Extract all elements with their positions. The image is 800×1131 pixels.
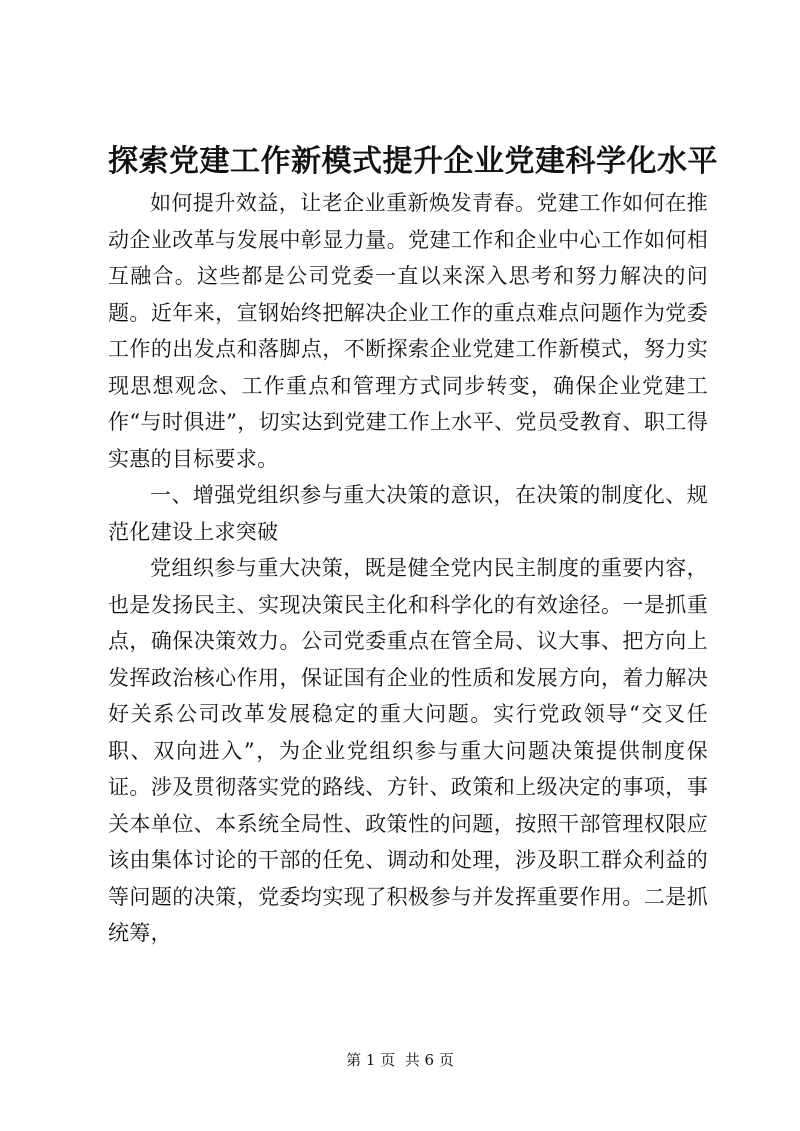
document-body — [108, 185, 708, 952]
section-heading-1: 一、增强党组织参与重大决策的意识，在决策的制度化、规范化建设上求突破 — [108, 483, 708, 544]
page-footer: 第 1 页 共 6 页 — [346, 1051, 454, 1069]
document-title: 探索党建工作新模式提升企业党建科学化水平 — [108, 144, 718, 179]
paragraph-section-1: 党组织参与重大决策，既是健全党内民主制度的重要内容，也是发扬民主、实现决策民主化和科学化的有效途径。一是抓重点，确保决策效力。公司党委重点在管全局、议大事、把方向上发挥政治核心作用，保证国有企业的性质和发展方向，着力解决好关系公司改革发展稳定的重大问题。实行党政领导“交叉任职、双向进入”，为企业党组织参与重大问题决策提供制度保证。涉及贯彻落实党的路线、方针、政策和上级决定的事项，事关本单位、本系统全局性、政策性的问题，按照干部管理权限应该由集体讨论的干部的任免、调动和处理，涉及职工群众利益的等问题的决策，党委均实现了积极参与并发挥重要作用。二是抓统筹， — [108, 556, 708, 945]
paragraph-intro: 如何提升效益，让老企业重新焕发青春。党建工作如何在推动企业改革与发展中彰显力量。党建工作和企业中心工作如何相互融合。这些都是公司党委一直以来深入思考和努力解决的问题。近年来，宣钢始终把解决企业工作的重点难点问题作为党委工作的出发点和落脚点，不断探索企业党建工作新模式，努力实现思想观念、工作重点和管理方式同步转变，确保企业党建工作“与时俱进”，切实达到党建工作上水平、党员受教育、职工得实惠的目标要求。 — [108, 191, 708, 471]
